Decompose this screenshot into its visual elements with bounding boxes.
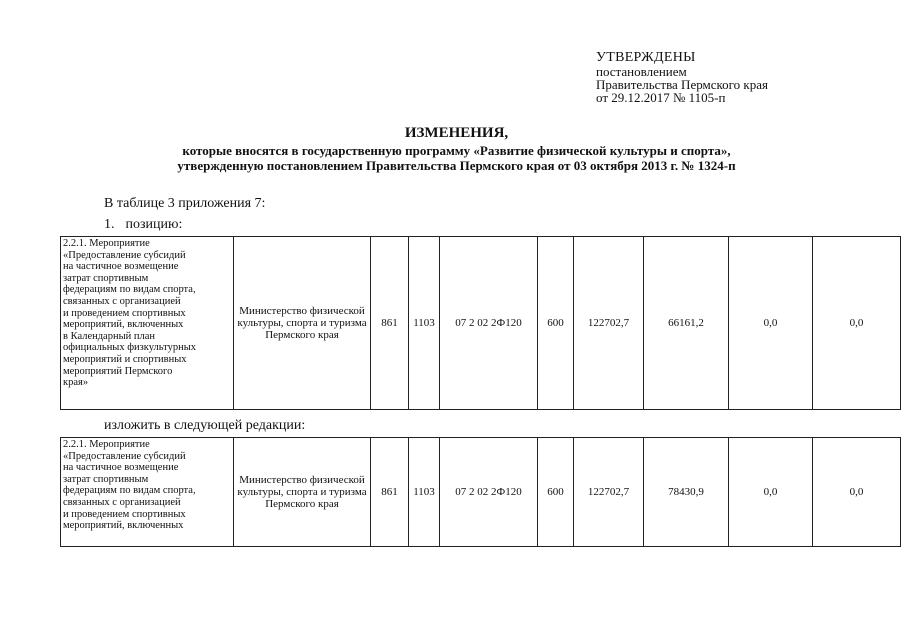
measure-line: и проведением спортивных (63, 307, 186, 319)
value-4-cell: 0,0 (813, 438, 901, 547)
measure-line: федерациям по видам спорта, (63, 485, 196, 497)
measure-line: официальных физкультурных (63, 342, 197, 354)
measure-line: на частичное возмещение (63, 462, 179, 474)
rzpr-cell: 1103 (409, 438, 440, 547)
measure-line: на частичное возмещение (63, 261, 179, 273)
position-label: позицию: (125, 217, 183, 232)
measure-line: федерациям по видам спорта, (63, 284, 196, 296)
measure-text (63, 238, 231, 389)
value-3-cell: 0,0 (729, 438, 813, 547)
table-row (61, 438, 901, 547)
measure-line: связанных с организацией (63, 295, 181, 307)
measure-line: мероприятий и спортивных (63, 353, 187, 365)
value-3-cell: 0,0 (729, 237, 813, 410)
document-subtitle (0, 143, 905, 173)
position-number: 1. (104, 217, 115, 232)
approval-block (596, 50, 896, 104)
approval-line-2: Правительства Пермского края (596, 77, 768, 92)
vr-cell: 600 (538, 237, 574, 410)
ministry-cell: Министерство физической культуры, спорта и туризма Пермского края (234, 237, 371, 410)
rzpr-cell: 1103 (409, 237, 440, 410)
measure-text (63, 439, 231, 532)
grbs-cell: 861 (371, 438, 409, 547)
csr-cell: 07 2 02 2Ф120 (440, 237, 538, 410)
measure-line: края» (63, 377, 89, 389)
measure-line: «Предоставление субсидий (63, 249, 186, 261)
document-title: ИЗМЕНЕНИЯ, (404, 125, 509, 141)
position-line (104, 217, 182, 233)
measure-line: мероприятий Пермского (63, 365, 173, 377)
table-new-position (60, 437, 901, 547)
table-row (61, 237, 901, 410)
value-4-cell: 0,0 (813, 237, 901, 410)
measure-line: мероприятий, включенных (63, 319, 184, 331)
value-2-cell: 78430,9 (644, 438, 729, 547)
measure-line: затрат спортивным (63, 272, 149, 284)
measure-line: 2.2.1. Мероприятие (63, 238, 150, 249)
value-1-cell: 122702,7 (574, 438, 644, 547)
value-1-cell: 122702,7 (574, 237, 644, 410)
measure-cell (61, 237, 234, 410)
measure-line: затрат спортивным (63, 473, 149, 485)
vr-cell: 600 (538, 438, 574, 547)
measure-line: «Предоставление субсидий (63, 450, 186, 462)
ministry-cell: Министерство физической культуры, спорта и туризма Пермского края (234, 438, 371, 547)
intro-text: В таблице 3 приложения 7: (104, 196, 266, 211)
measure-line: 2.2.1. Мероприятие (63, 439, 150, 450)
value-2-cell: 66161,2 (644, 237, 729, 410)
measure-line: связанных с организацией (63, 496, 181, 508)
table-old-position (60, 236, 901, 410)
measure-line: мероприятий, включенных (63, 520, 184, 532)
grbs-cell: 861 (371, 237, 409, 410)
redaction-label: изложить в следующей редакции: (104, 418, 306, 433)
approval-line-3: от 29.12.2017 № 1105-п (596, 90, 726, 105)
measure-line: и проведением спортивных (63, 508, 186, 520)
measure-line: в Календарный план (63, 330, 156, 342)
subtitle-line-1: которые вносятся в государственную программу «Развитие физической культуры и спорта», (182, 143, 731, 158)
subtitle-line-2: утвержденную постановлением Правительства Пермского края от 03 октября 2013 г. № 1324-п (177, 158, 736, 173)
approval-line-1: постановлением (596, 64, 687, 79)
approval-title: УТВЕРЖДЕНЫ (596, 50, 696, 65)
measure-cell (61, 438, 234, 547)
csr-cell: 07 2 02 2Ф120 (440, 438, 538, 547)
